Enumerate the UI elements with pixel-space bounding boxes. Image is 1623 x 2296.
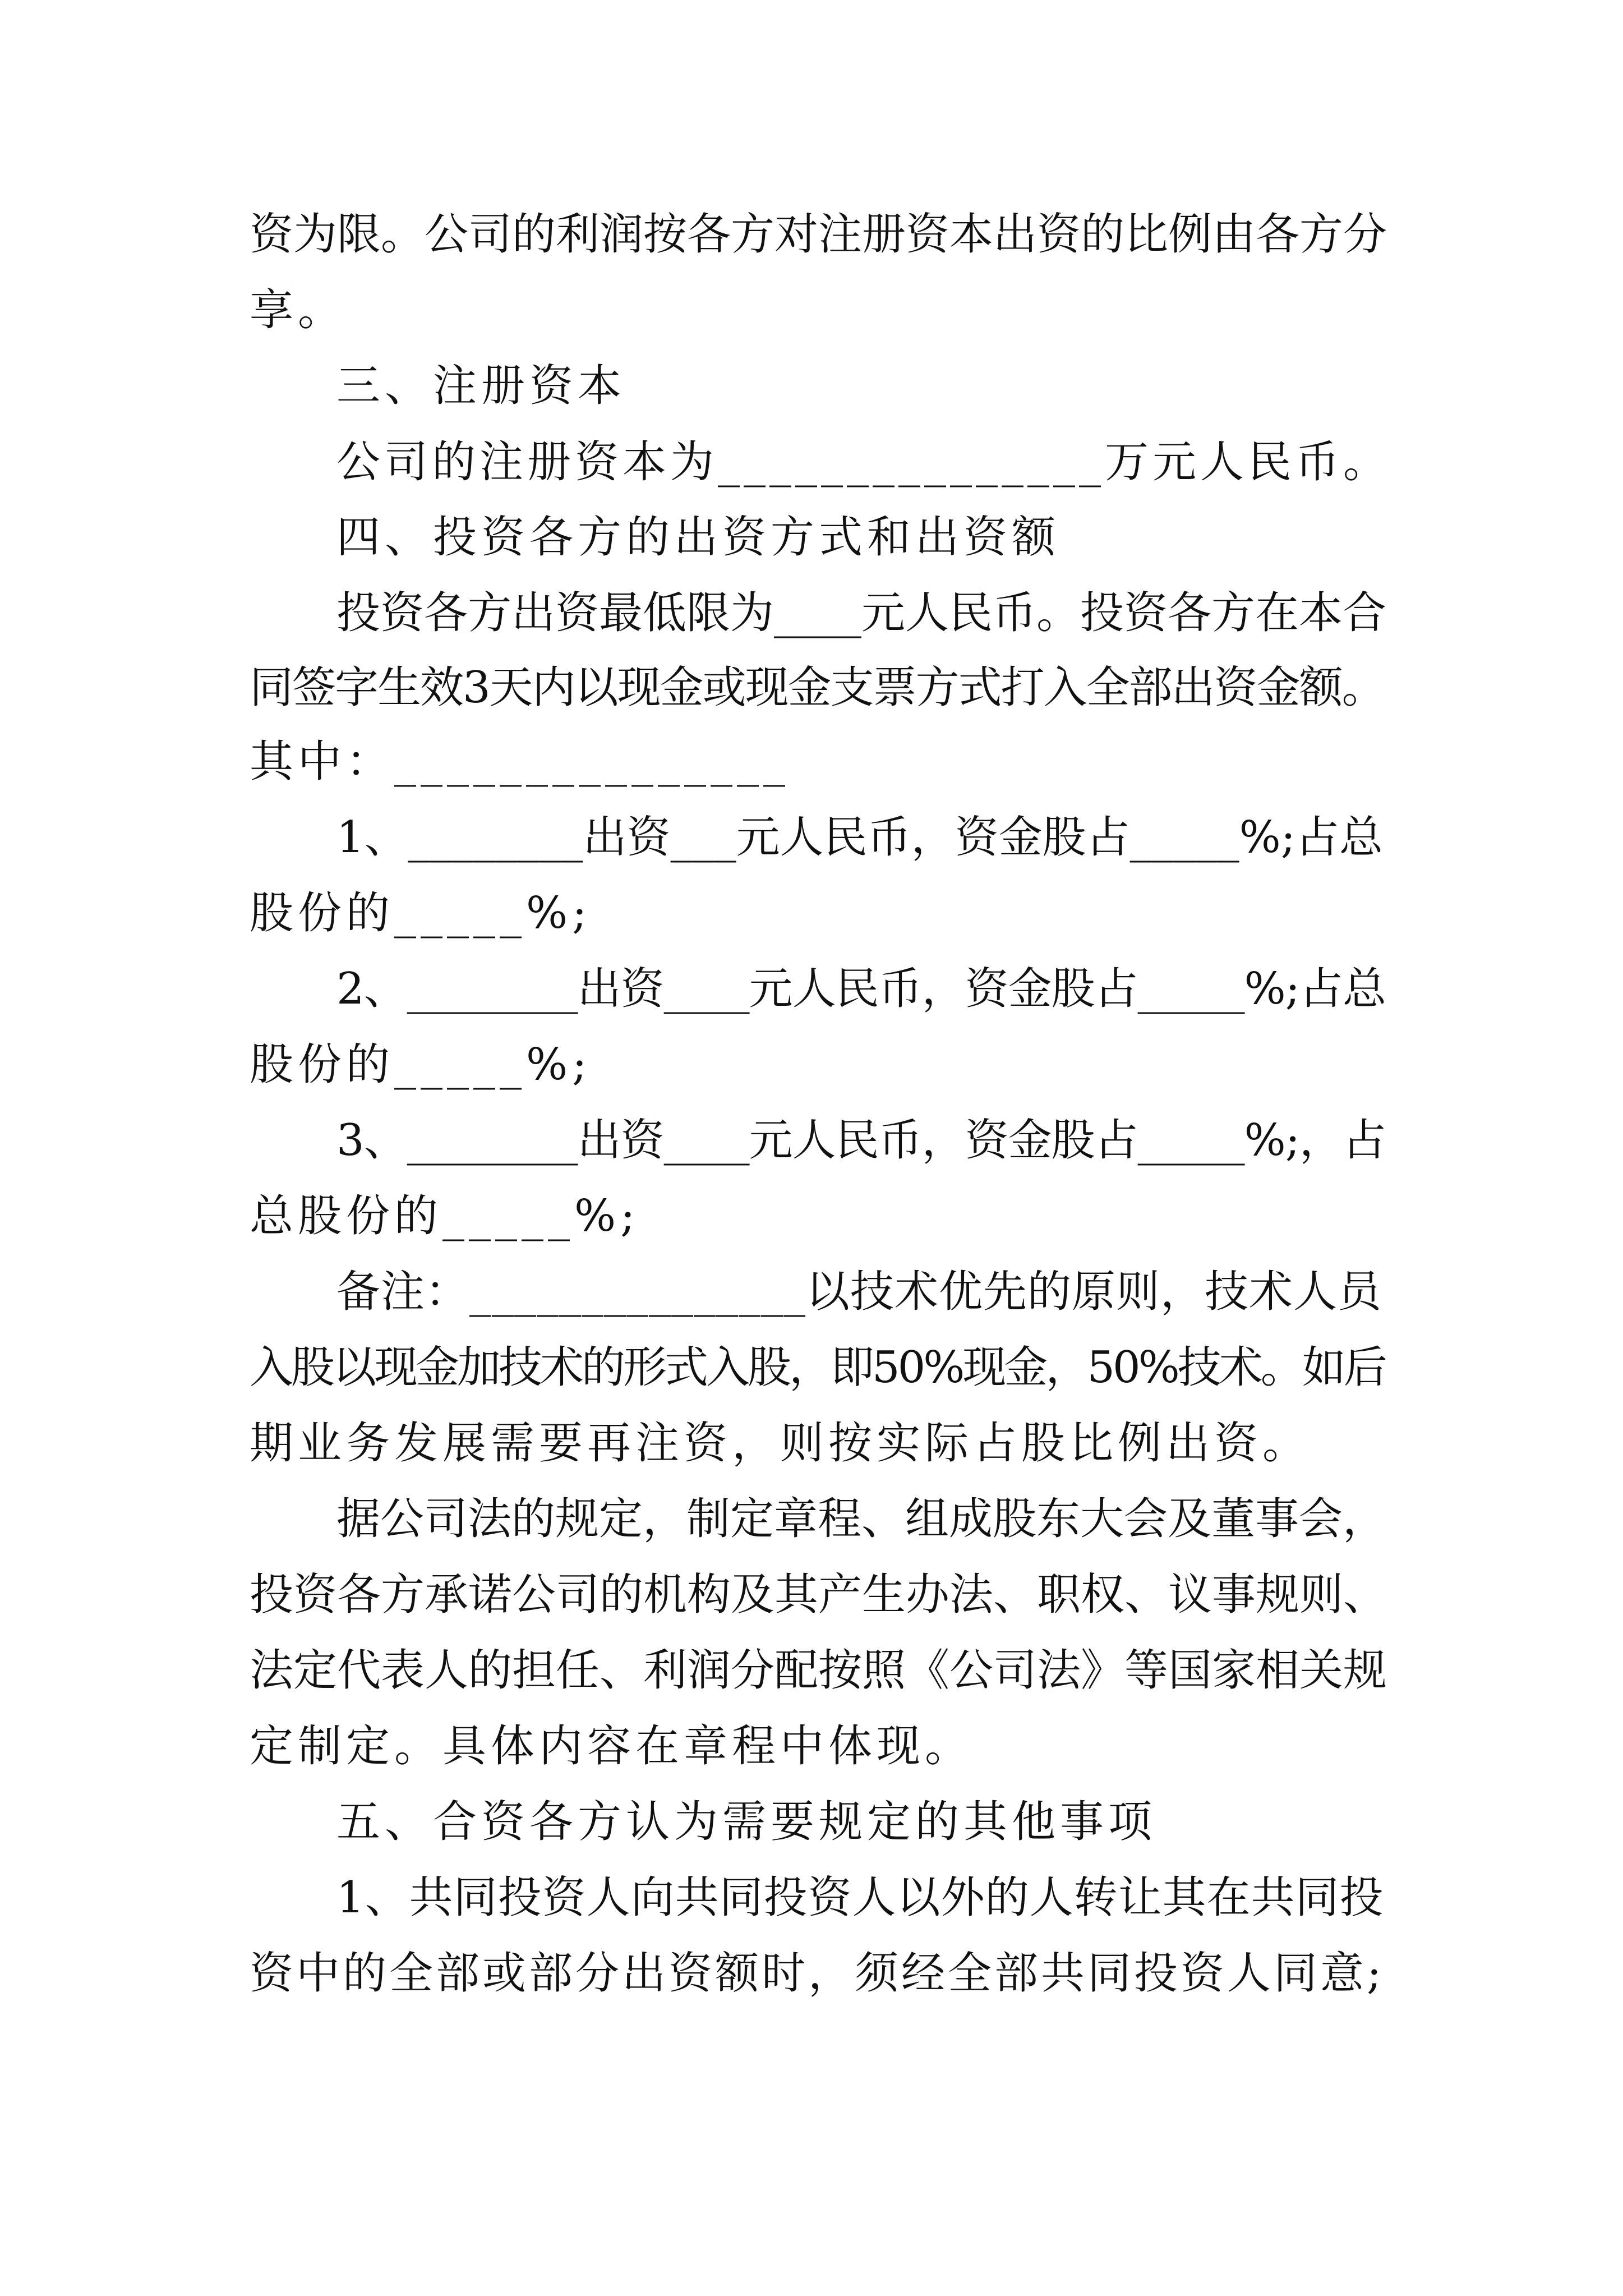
text-line: 2、________出资____元人民币，资金股占_____%;占总 xyxy=(336,964,1386,1014)
section-heading: 三、注册资本 xyxy=(336,361,626,411)
text-line: 备注：_______________以技术优先的原则，技术人员 xyxy=(336,1267,1382,1317)
text-line: 期业务发展需要再注资，则按实际占股比例出资。 xyxy=(250,1418,1311,1469)
text-line: 1、________出资___元人民币，资金股占_____%;占总 xyxy=(336,812,1384,863)
text-line: 同签字生效3天内以现金或现金支票方式打入全部出资金额。 xyxy=(250,662,1385,713)
text-line: 投资各方承诺公司的机构及其产生办法、职权、议事规则、 xyxy=(250,1570,1387,1620)
text-line: 股份的_____%; xyxy=(250,1039,592,1090)
text-line: 总股份的_____%; xyxy=(250,1191,640,1241)
text-line: 享。 xyxy=(250,285,347,335)
text-line: 定制定。具体内容在章程中体现。 xyxy=(250,1721,974,1772)
text-line: 资中的全部或部分出资额时，须经全部共同投资人同意; xyxy=(250,1948,1385,1999)
text-line: 投资各方出资最低限为____元人民币。投资各方在本合 xyxy=(336,588,1387,638)
text-line: 据公司法的规定，制定章程、组成股东大会及董事会， xyxy=(336,1494,1387,1544)
text-line: 法定代表人的担任、利润分配按照《公司法》等国家相关规 xyxy=(250,1645,1387,1696)
section-heading: 五、合资各方认为需要规定的其他事项 xyxy=(336,1797,1157,1847)
text-line: 入股以现金加技术的形式入股，即50%现金，50%技术。如后 xyxy=(250,1342,1385,1393)
text-line: 公司的注册资本为_______________万元人民币。 xyxy=(336,437,1391,487)
text-line: 股份的_____%; xyxy=(250,888,592,938)
text-line: 其中：_______________ xyxy=(250,737,790,787)
text-line: 1、共同投资人向共同投资人以外的人转让其在共同投 xyxy=(336,1872,1384,1923)
text-line: 3、________出资____元人民币，资金股占_____%;，占 xyxy=(336,1115,1386,1166)
section-heading: 四、投资各方的出资方式和出资额 xyxy=(336,512,1061,563)
text-line: 资为限。公司的利润按各方对注册资本出资的比例由各方分 xyxy=(250,209,1387,260)
